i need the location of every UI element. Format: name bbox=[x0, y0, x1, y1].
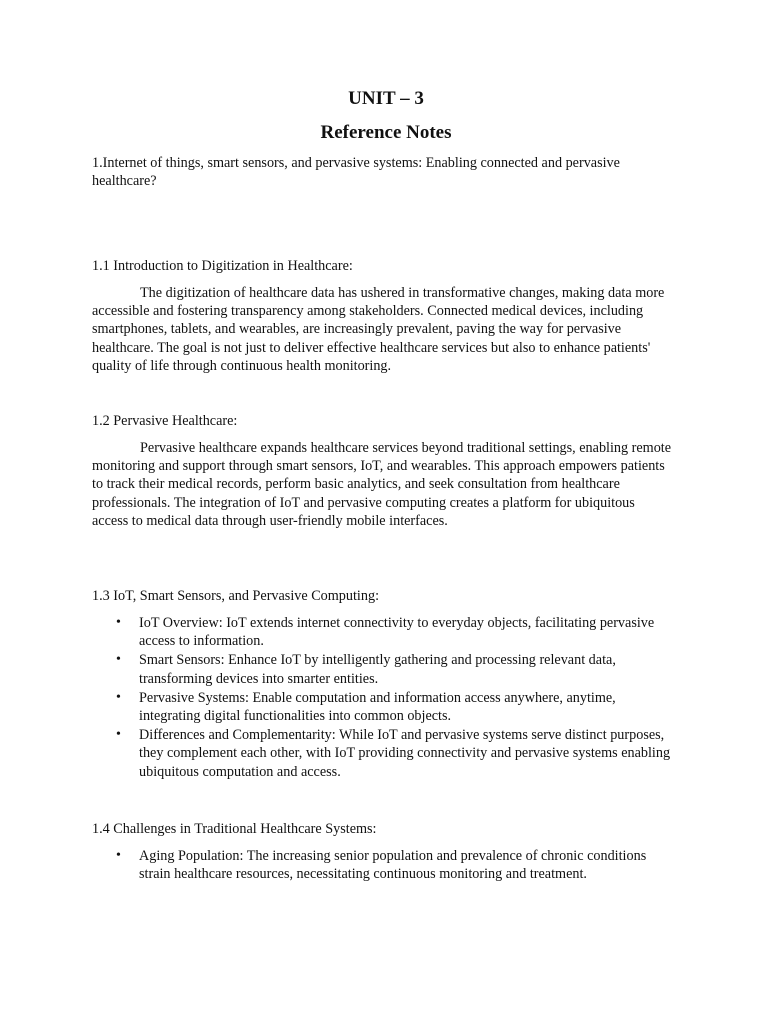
list-item bbox=[92, 689, 680, 725]
section-heading: 1.4 Challenges in Traditional Healthcare Systems: bbox=[92, 821, 377, 837]
section-paragraph: Pervasive healthcare expands healthcare services beyond traditional settings, enabling remote monitoring and support through smart sensors, IoT, and wearables. This approach empowers patients to track their medical records, perform basic analytics, and seek consultation from healthcare professionals. The integration of IoT and pervasive computing creates a platform for ubiquitous access to medical data through user-friendly mobile interfaces. bbox=[92, 440, 672, 529]
list-item bbox=[92, 726, 680, 781]
list-item bbox=[92, 847, 680, 883]
document-title: Reference Notes bbox=[320, 122, 452, 143]
list-item-text: Smart Sensors: Enhance IoT by intelligently gathering and processing relevant data, transforming devices into smarter entities. bbox=[139, 652, 616, 687]
section-heading: 1.3 IoT, Smart Sensors, and Pervasive Computing: bbox=[92, 588, 380, 604]
section-heading: 1.1 Introduction to Digitization in Healthcare: bbox=[92, 258, 353, 274]
list-item-text: Pervasive Systems: Enable computation and information access anywhere, anytime, integrating digital functionalities into common objects. bbox=[139, 689, 616, 725]
unit-heading: UNIT – 3 bbox=[348, 88, 424, 109]
bullet-icon: • bbox=[116, 615, 121, 630]
bullet-icon: • bbox=[116, 848, 121, 863]
bullet-icon: • bbox=[116, 652, 121, 668]
bullet-list bbox=[92, 847, 680, 884]
list-item bbox=[92, 614, 680, 650]
list-item-text: Aging Population: The increasing senior population and prevalence of chronic conditions strain healthcare resources, necessitating continuous monitoring and treatment. bbox=[139, 848, 647, 883]
bullet-list bbox=[92, 614, 680, 782]
list-item-text: Differences and Complementarity: While IoT and pervasive systems serve distinct purposes, they complement each other, with IoT providing connectivity and pervasive systems enabling ubiquitous computation and access. bbox=[139, 727, 671, 780]
list-item bbox=[92, 651, 680, 687]
bullet-icon: • bbox=[116, 727, 121, 743]
list-item-text: IoT Overview: IoT extends internet connectivity to everyday objects, facilitating pervasive access to information. bbox=[139, 615, 655, 650]
section-heading: 1.2 Pervasive Healthcare: bbox=[92, 413, 238, 429]
section-paragraph: The digitization of healthcare data has ushered in transformative changes, making data more accessible and fostering transparency among stakeholders. Connected medical devices, including smartphones, tablets, and wearables, are increasingly prevalent, paving the way for pervasive healthcare. The goal is not just to deliver effective healthcare services but also to enhance patients' quality of life through continuous health monitoring. bbox=[92, 285, 665, 374]
question-text: 1.Internet of things, smart sensors, and pervasive systems: Enabling connected and pervasive healthcare? bbox=[92, 155, 620, 190]
bullet-icon: • bbox=[116, 689, 121, 705]
